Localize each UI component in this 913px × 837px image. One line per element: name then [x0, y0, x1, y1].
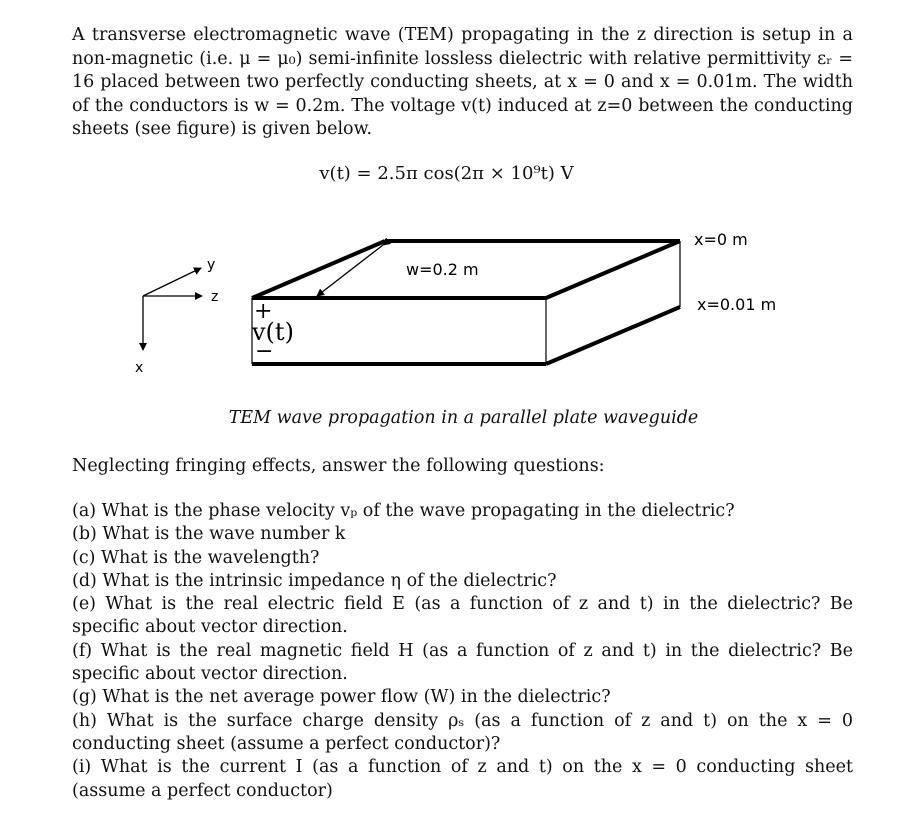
width-label: w=0.2 m: [406, 260, 479, 279]
width-dimension-arrow: [317, 245, 383, 296]
question-b: (b) What is the wave number k: [72, 524, 346, 545]
y-axis-label: y: [207, 257, 216, 273]
question-f: (f) What is the real magnetic field H (as a function of z and t) in the dielectric? Be specific about vector direction.: [72, 640, 853, 685]
question-g: (g) What is the net average power flow (W) in the dielectric?: [72, 687, 611, 708]
question-d: (d) What is the intrinsic impedance η of the dielectric?: [72, 570, 557, 591]
voltage-equation: v(t) = 2.5π cos(2π × 10⁹t) V: [319, 163, 574, 184]
figure-caption: TEM wave propagation in a parallel plate waveguide: [228, 408, 699, 428]
question-h: (h) What is the surface charge density ρₛ (as a function of z and t) on the x = 0 conducting sheet (assume a perfect conductor)?: [72, 710, 853, 754]
z-axis-label: z: [211, 289, 219, 305]
question-list: [72, 500, 853, 803]
lead-in-text: Neglecting fringing effects, answer the following questions:: [72, 456, 605, 476]
question-e: (e) What is the real electric field E (as a function of z and t) in the dielectric? Be specific about vector direction.: [72, 594, 853, 638]
question-c: (c) What is the wavelength?: [72, 547, 320, 568]
top-plate-label: x=0 m: [694, 230, 748, 249]
bottom-plate-label: x=0.01 m: [697, 295, 777, 314]
y-axis-arrow: [143, 268, 201, 296]
question-a: (a) What is the phase velocity vₚ of the wave propagating in the dielectric?: [72, 501, 735, 521]
top-plate-right-edge: [546, 241, 680, 298]
x-axis-label: x: [135, 360, 144, 376]
bottom-plate-right-edge: [546, 307, 680, 364]
problem-statement: A transverse electromagnetic wave (TEM) propagating in the z direction is setup in a non-magnetic (i.e. μ = μ₀) semi-infinite lossless dielectric with relative permittivity εᵣ = 16 placed between two perfectly conducting sheets, at x = 0 and x = 0.01m. The width of the conductors is w = 0.2m. The voltage v(t) induced at z=0 between the conducting sheets (see figure) is given below.: [72, 25, 853, 139]
coordinate-axes: [135, 257, 218, 376]
plus-sign: +: [254, 299, 273, 324]
top-plate-left-edge: [252, 241, 385, 298]
question-i: (i) What is the current I (as a function of z and t) on the x = 0 conducting sheet (assume a perfect conductor): [72, 757, 853, 801]
voltage-label: v(t): [252, 318, 294, 346]
minus-sign: −: [255, 339, 274, 364]
